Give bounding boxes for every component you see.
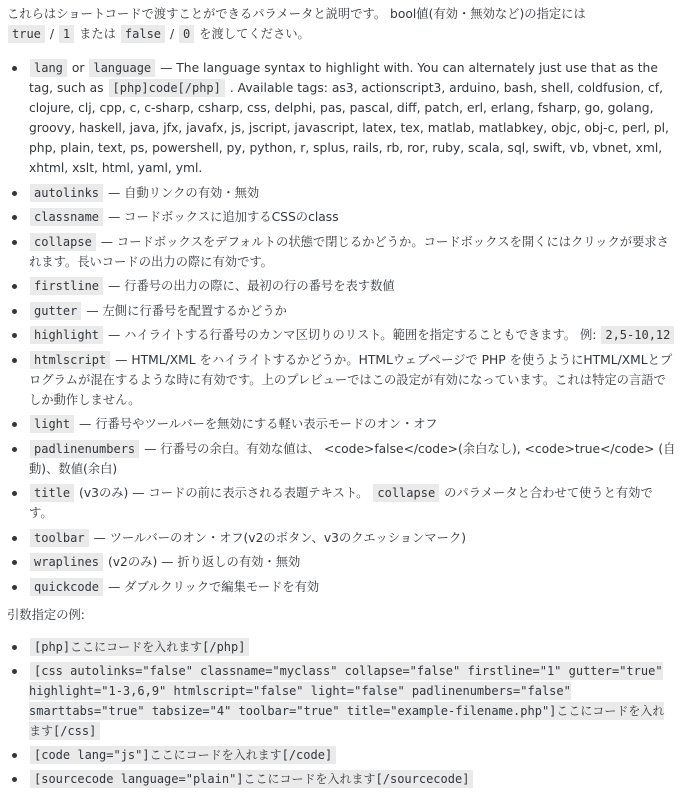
param-description: . Available tags: as3, actionscript3, arduino, bash, shell, coldfusion, cf, clojure, clj, cpp, c, c-sharp, csharp, css, delphi, pas, pascal, diff, patch, erl, erlang, fsharp, go, golang, groovy, haskell, java, jfx, javafx, js, jscript, javascript, latex, tex, matlab, matlabkey, objc, obj-c, perl, pl, php, plain, text, ps, powershell, py, python, r, splus, rails, rb, ror, ruby, scala, sql, swift, vb, vbnet, xml, xhtml, xslt, html, yaml, yml. [29, 81, 669, 175]
parameter-list [7, 58, 676, 597]
param-item-classname [29, 207, 676, 227]
param-item-toolbar [29, 528, 676, 548]
example-item [29, 637, 676, 657]
example-item [29, 661, 676, 741]
param-item-light [29, 414, 676, 434]
param-item-title [29, 483, 676, 523]
example-item [29, 769, 676, 789]
param-name: firstline [30, 277, 103, 295]
param-name: title [30, 484, 74, 502]
intro-text-end: を渡してください。 [199, 27, 310, 41]
example-code: [sourcecode language="plain"]ここにコードを入れます[/sourcecode] [30, 770, 473, 788]
param-description: — 左側に行番号を配置するかどうか [86, 303, 287, 318]
param-name: highlight [30, 326, 103, 344]
param-description: — コードボックスをデフォルトの状態で閉じるかどうか。コードボックスを開くにはクリックが要求されます。長いコードの出力の際に有効です。 [29, 234, 669, 269]
param-item-firstline [29, 276, 676, 296]
param-description: (v3のみ) — コードの前に表示される表題テキスト。 [79, 486, 369, 500]
param-name: quickcode [30, 578, 103, 596]
slash: / [49, 27, 54, 41]
param-name: gutter [30, 302, 81, 320]
param-description: のパラメータと合わせて使うと有効です。 [29, 486, 653, 520]
param-item-autolinks [29, 183, 676, 203]
param-item-wraplines [29, 552, 676, 572]
code-one: 1 [59, 25, 74, 43]
intro-text: これらはショートコードで渡すことができるパラメータと説明です。 bool値(有効・無効など)の指定には [7, 7, 586, 21]
param-name: lang [30, 59, 67, 77]
param-name: autolinks [30, 184, 103, 202]
code-false: false [121, 25, 165, 43]
param-name: classname [30, 208, 103, 226]
param-item-lang [29, 58, 676, 178]
inline-code: language [89, 59, 155, 77]
param-name: htmlscript [30, 351, 110, 369]
example-code: [css autolinks="false" classname="myclass" collapse="false" firstline="1" gutter="true" highlight="1-3,6,9" htmlscript="false" light="false" padlinenumbers="false" smarttabs="true" tabsize="4" toolbar="true" title="example-filename.php"]ここにコードを入れます[/css] [29, 663, 665, 738]
param-description: — 行番号の出力の際に、最初の行の番号を表す数値 [107, 279, 395, 293]
param-description: — 自動リンクの有効・無効 [107, 185, 260, 200]
code-zero: 0 [179, 25, 194, 43]
param-description: (v2のみ) — 折り返しの有効・無効 [107, 555, 301, 569]
param-item-quickcode [29, 577, 676, 597]
param-name: wraplines [30, 553, 103, 571]
inline-code: collapse [373, 484, 439, 502]
intro-paragraph [7, 4, 676, 44]
param-description: — HTML/XML をハイライトするかどうか。HTMLウェブページで PHP を使うようにHTML/XMLとプログラムが混在するような時に有効です。上のプレビューではこの設定が有効になっています。これは特定の言語でしか動作しません。 [29, 352, 673, 407]
example-list [7, 637, 676, 789]
param-description: — 行番号やツールバーを無効にする軽い表示モードのオン・オフ [79, 417, 438, 431]
example-code: [php]ここにコードを入れます[/php] [30, 638, 249, 656]
param-item-htmlscript [29, 350, 676, 410]
code-true: true [8, 25, 45, 43]
example-code: [code lang="js"]ここにコードを入れます[/code] [30, 746, 336, 764]
param-description: — The language syntax to highlight with. You can alternately just use that as the tag, such as [29, 61, 658, 95]
param-item-highlight [29, 325, 676, 345]
param-description: — ダブルクリックで編集モードを有効 [107, 579, 320, 594]
param-description: — ツールバーのオン・オフ(v2のボタン、v3のクエッションマーク) [93, 530, 467, 545]
example-item [29, 745, 676, 765]
param-item-gutter [29, 301, 676, 321]
examples-heading: 引数指定の例: [7, 607, 85, 622]
slash: / [169, 27, 175, 41]
param-name: light [30, 415, 74, 433]
param-description: — コードボックスに追加するCSSのclass [107, 210, 339, 224]
param-description: — ハイライトする行番号のカンマ区切りのリスト。範囲を指定することもできます。 例: [107, 328, 597, 342]
param-description: — 行番号の余白。有効な値は、 <code>false</code>(余白なし), <code>true</code> (自動)、数値(余白) [29, 441, 676, 476]
param-name: collapse [30, 233, 96, 251]
inline-code: 2,5-10,12 [601, 326, 674, 344]
param-description: or [71, 61, 85, 75]
param-name: toolbar [30, 529, 89, 547]
param-item-padlinenumbers [29, 439, 676, 479]
param-name: padlinenumbers [30, 440, 139, 458]
param-item-collapse [29, 232, 676, 272]
or-text: または [79, 27, 116, 41]
inline-code: [php]code[/php] [109, 79, 225, 97]
